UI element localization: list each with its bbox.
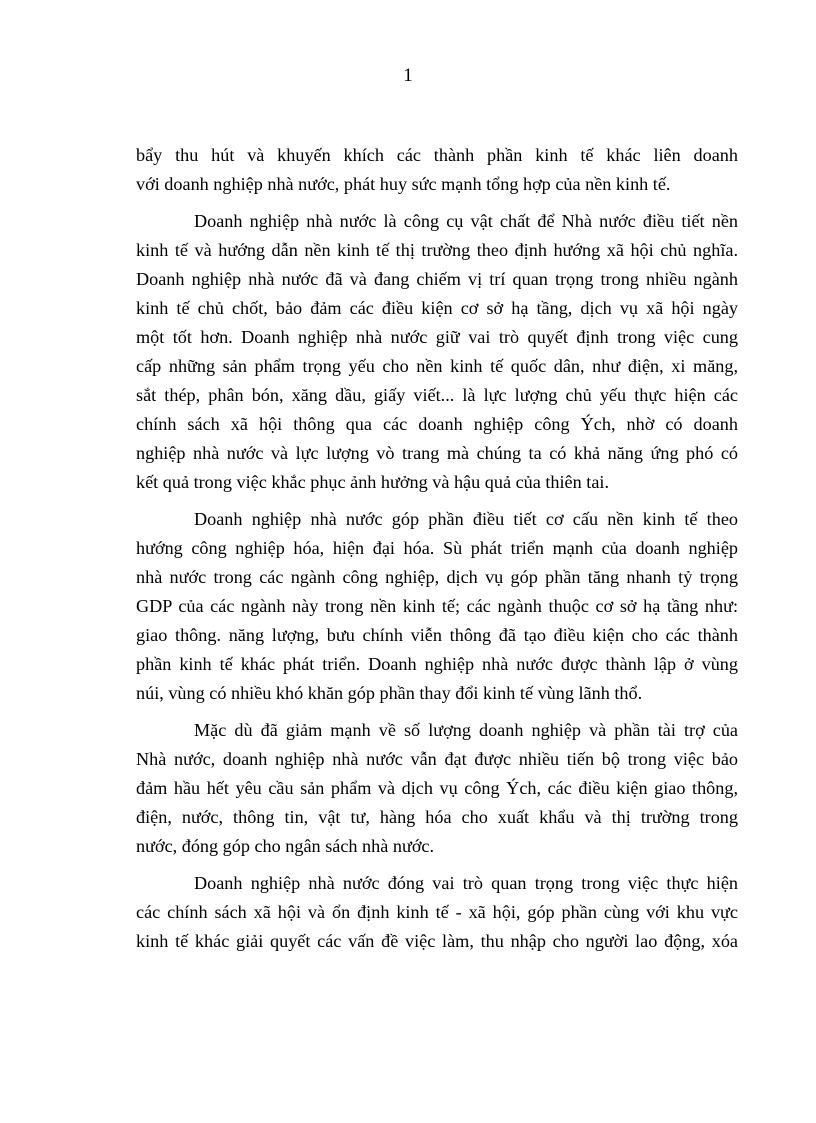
text-line: giao thông. năng lượng, bưu chính viễn thông đã tạo điều kiện cho các thành: [136, 625, 738, 645]
text-line: kết quả trong việc khắc phục ảnh hưởng và hậu quả của thiên tai.: [136, 472, 609, 492]
text-line: GDP của các ngành này trong nền kinh tế; các ngành thuộc cơ sở hạ tầng như:: [136, 596, 738, 616]
text-line: Doanh nghiệp nhà nước đã và đang chiếm vị trí quan trọng trong nhiều ngành: [136, 269, 738, 289]
paragraph: [136, 716, 738, 861]
paragraph: [136, 141, 738, 199]
text-line: kinh tế chủ chốt, bảo đảm các điều kiện cơ sở hạ tầng, dịch vụ xã hội ngày: [136, 298, 738, 318]
text-line: các chính sách xã hội và ổn định kinh tế - xã hội, góp phần cùng với khu vực: [136, 902, 738, 922]
text-line: Doanh nghiệp nhà nước góp phần điều tiết cơ cấu nền kinh tế theo: [194, 509, 738, 529]
paragraph: [136, 505, 738, 708]
text-line: nghiệp nhà nước và lực lượng vò trang mà chúng ta có khả năng ứng phó có: [136, 443, 738, 463]
text-line: đảm hầu hết yêu cầu sản phẩm và dịch vụ công Ých, các điều kiện giao thông,: [136, 778, 738, 798]
text-line: bẩy thu hút và khuyến khích các thành phần kinh tế khác liên doanh: [136, 145, 738, 165]
text-line: Nhà nước, doanh nghiệp nhà nước vẫn đạt được nhiều tiến bộ trong việc bảo: [136, 749, 738, 769]
body-text: [136, 141, 738, 956]
text-line: cấp những sản phẩm trọng yếu cho nền kinh tế quốc dân, như điện, xi măng,: [136, 356, 738, 376]
text-line: điện, nước, thông tin, vật tư, hàng hóa cho xuất khẩu và thị trường trong: [136, 807, 738, 827]
page-number: 1: [403, 65, 413, 86]
text-line: một tốt hơn. Doanh nghiệp nhà nước giữ vai trò quyết định trong việc cung: [136, 327, 738, 347]
paragraph: [136, 869, 738, 956]
text-line: kinh tế khác giải quyết các vấn đề việc làm, thu nhập cho người lao động, xóa: [136, 931, 738, 951]
text-line: phần kinh tế khác phát triển. Doanh nghiệp nhà nước được thành lập ở vùng: [136, 654, 738, 674]
text-line: nước, đóng góp cho ngân sách nhà nước.: [136, 836, 435, 856]
text-line: Doanh nghiệp nhà nước là công cụ vật chất để Nhà nước điều tiết nền: [194, 211, 738, 231]
text-line: kinh tế và hướng dẫn nền kinh tế thị trường theo định hướng xã hội chủ nghĩa.: [136, 240, 738, 260]
text-line: hướng công nghiệp hóa, hiện đại hóa. Sù phát triển mạnh của doanh nghiệp: [136, 538, 738, 558]
text-line: chính sách xã hội thông qua các doanh nghiệp công Ých, nhờ có doanh: [136, 414, 738, 434]
paragraph: [136, 207, 738, 497]
text-line: với doanh nghiệp nhà nước, phát huy sức mạnh tổng hợp của nền kinh tế.: [136, 174, 671, 194]
text-line: sắt thép, phân bón, xăng dầu, giấy viết... là lực lượng chủ yếu thực hiện các: [136, 385, 738, 405]
text-line: Mặc dù đã giảm mạnh về số lượng doanh nghiệp và phần tài trợ của: [194, 720, 738, 740]
text-line: Doanh nghiệp nhà nước đóng vai trò quan trọng trong việc thực hiện: [194, 873, 738, 893]
text-line: núi, vùng có nhiều khó khăn góp phần thay đổi kinh tế vùng lãnh thổ.: [136, 683, 643, 703]
text-line: nhà nước trong các ngành công nghiệp, dịch vụ góp phần tăng nhanh tỷ trọng: [136, 567, 738, 587]
